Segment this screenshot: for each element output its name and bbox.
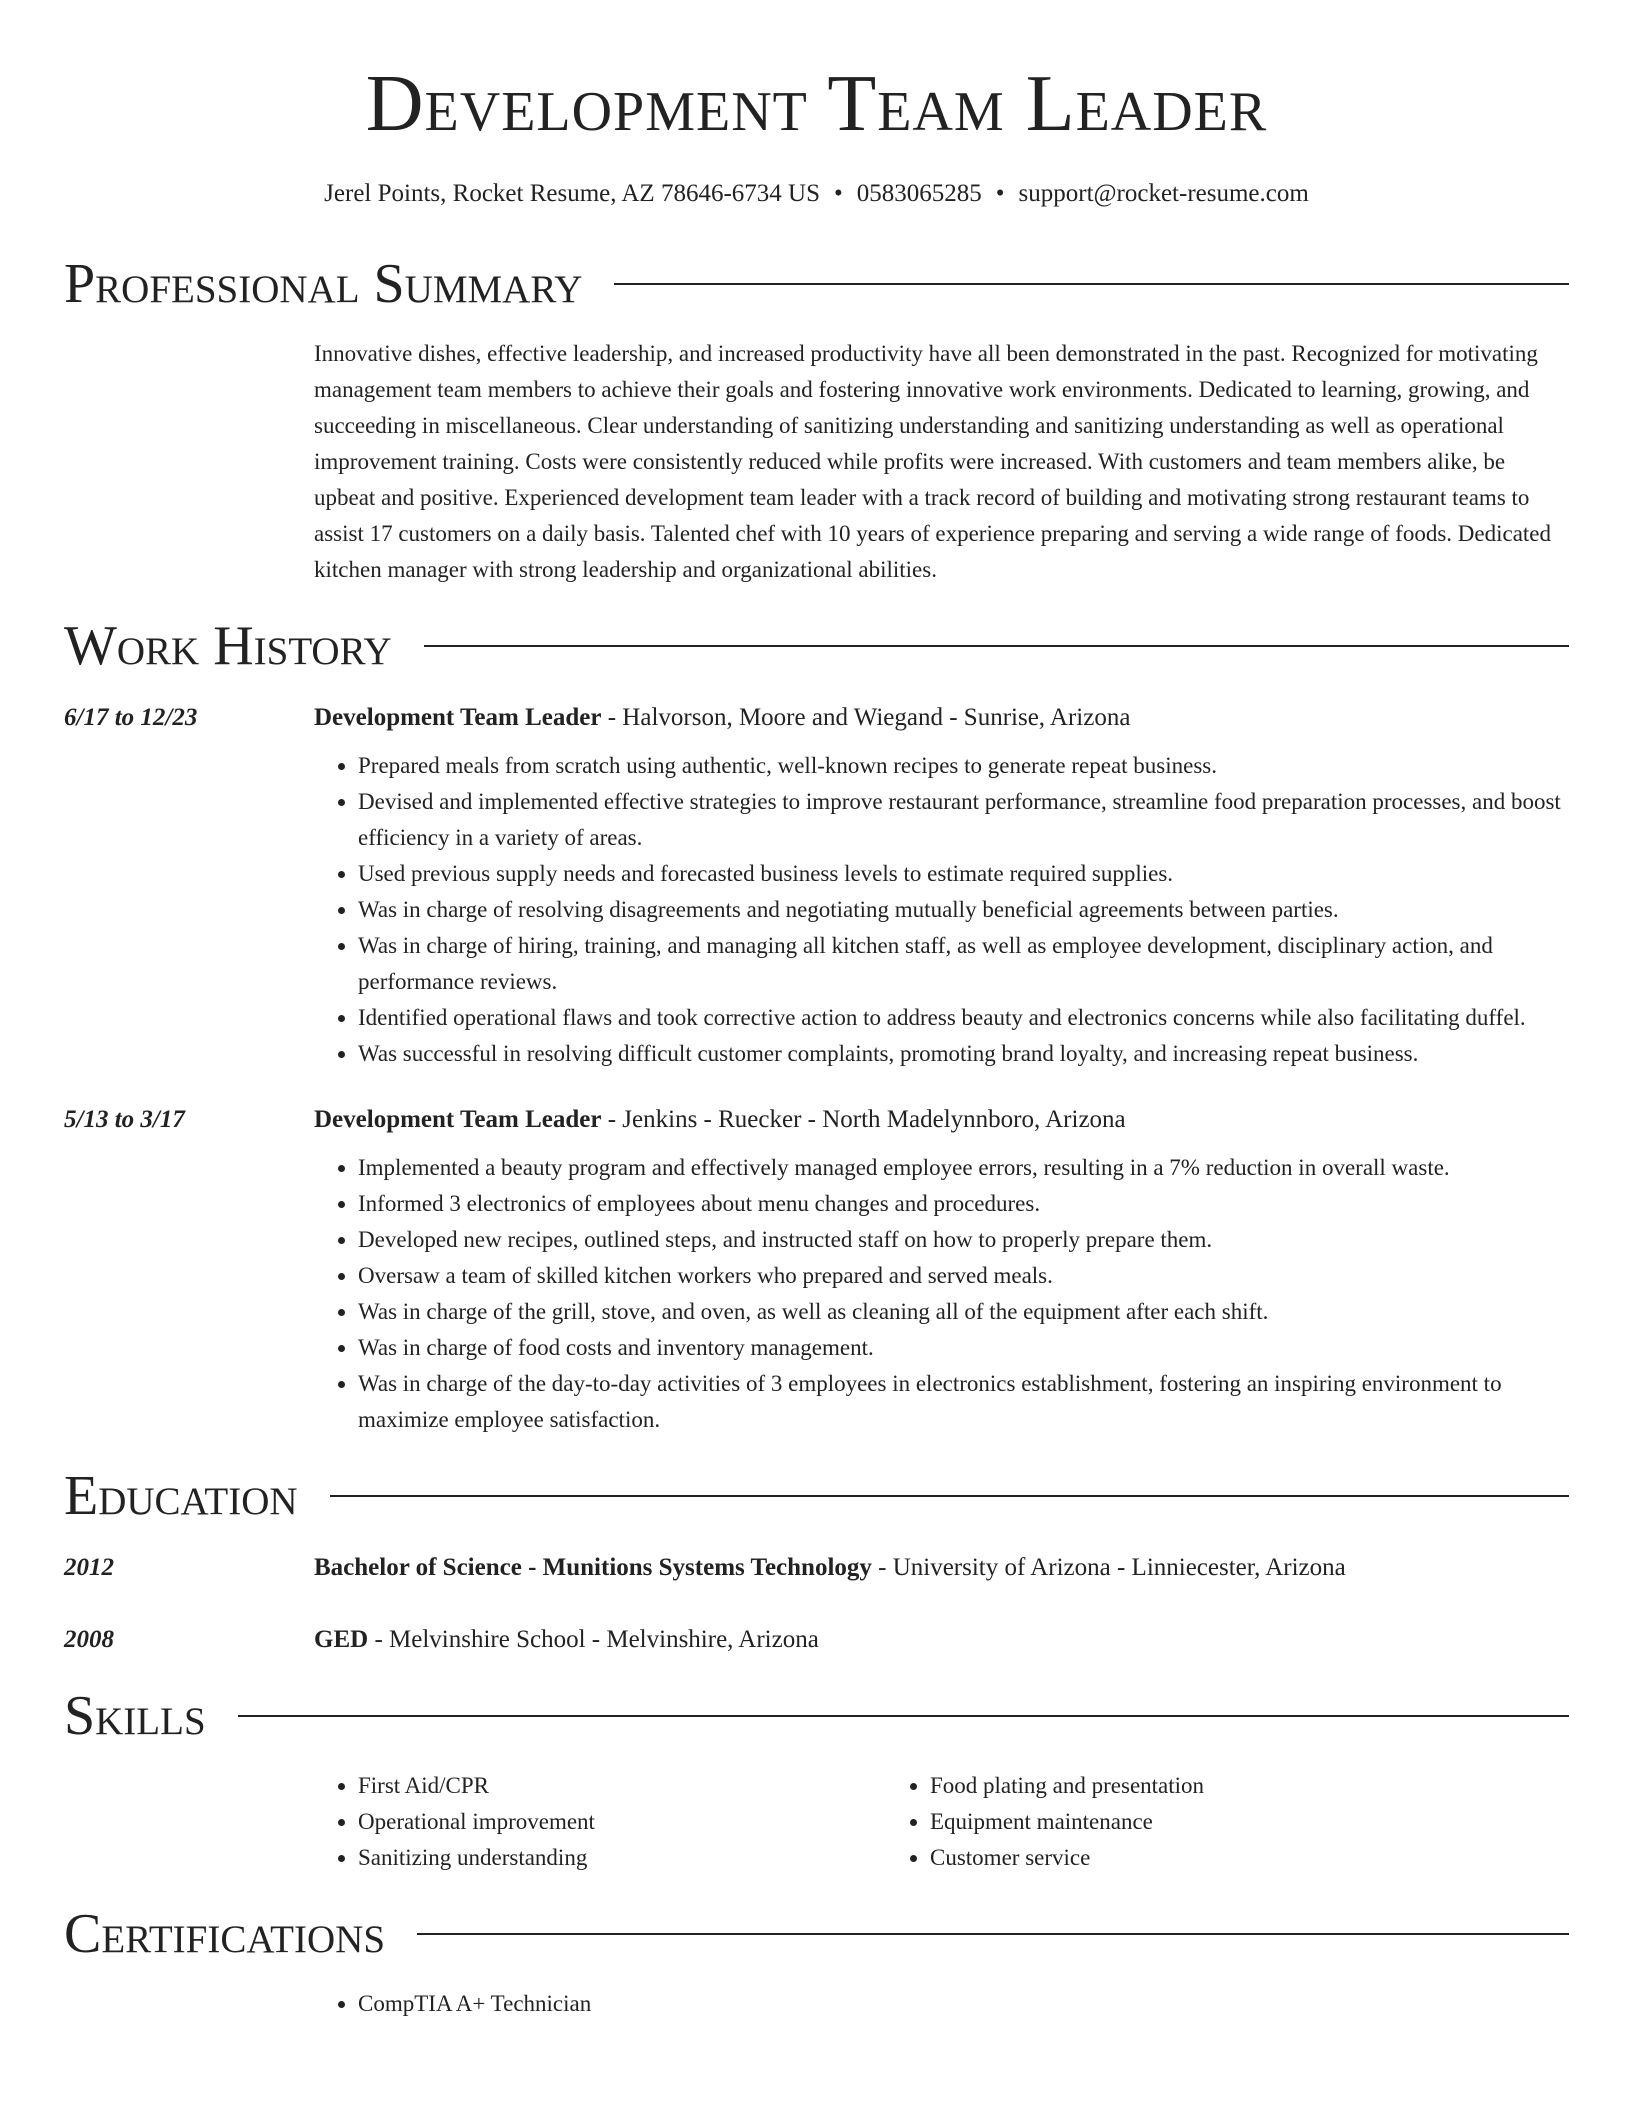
section-divider <box>614 283 1569 285</box>
list-item: • Was successful in resolving difficult customer complaints, promoting brand loyalty, and increasing repeat business. <box>358 1036 1569 1072</box>
contact-separator: • <box>833 180 843 207</box>
list-item: • Was in charge of food costs and inventory management. <box>358 1330 1569 1366</box>
job-heading <box>314 1102 1569 1138</box>
education-year: 2008 <box>64 1626 114 1653</box>
list-item: • Food plating and presentation <box>930 1768 1458 1804</box>
list-item: • Customer service <box>930 1840 1458 1876</box>
work-heading: Work History <box>64 615 392 677</box>
education-section-header <box>64 1466 1569 1526</box>
contact-phone: 0583065285 <box>856 180 982 207</box>
job-title: Development Team Leader <box>314 1106 602 1133</box>
summary-section-header <box>64 254 1569 314</box>
education-details: - Melvinshire School - Melvinshire, Arizona <box>368 1626 819 1653</box>
section-divider <box>330 1495 1569 1497</box>
list-item: • Sanitizing understanding <box>358 1840 886 1876</box>
list-item: • First Aid/CPR <box>358 1768 886 1804</box>
job-bullets <box>314 748 1569 1072</box>
work-section-header <box>64 616 1569 676</box>
job-dates: 6/17 to 12/23 <box>64 704 198 731</box>
list-item: • Developed new recipes, outlined steps, and instructed staff on how to properly prepare them. <box>358 1222 1569 1258</box>
list-item: • Equipment maintenance <box>930 1804 1458 1840</box>
job-dates: 5/13 to 3/17 <box>64 1106 185 1133</box>
list-item: • CompTIA A+ Technician <box>358 1986 1569 2022</box>
education-degree: GED <box>314 1626 369 1653</box>
certifications-items <box>314 1986 1569 2022</box>
education-heading: Education <box>64 1465 298 1527</box>
skills-column-left <box>314 1768 886 1876</box>
section-divider <box>238 1715 1569 1717</box>
list-item: • Was in charge of hiring, training, and managing all kitchen staff, as well as employee development, disciplinary action, and performance reviews. <box>358 928 1569 1000</box>
education-year: 2012 <box>64 1554 114 1581</box>
list-item: • Was in charge of the day-to-day activities of 3 employees in electronics establishment, fostering an inspiring environment to maximize employee satisfaction. <box>358 1366 1569 1438</box>
education-heading-line <box>314 1622 1569 1658</box>
education-entry <box>64 1550 1569 1586</box>
list-item: • Informed 3 electronics of employees about menu changes and procedures. <box>358 1186 1569 1222</box>
certifications-heading: Certifications <box>64 1903 386 1965</box>
certifications-list <box>314 1986 1569 2022</box>
contact-separator: • <box>995 180 1005 207</box>
resume-title: Development Team Leader <box>365 60 1268 148</box>
skills-section-header <box>64 1686 1569 1746</box>
skills-column-right <box>886 1768 1458 1876</box>
list-item: • Devised and implemented effective strategies to improve restaurant performance, streamline food preparation processes, and boost efficiency in a variety of areas. <box>358 784 1569 856</box>
skills-heading: Skills <box>64 1685 206 1747</box>
list-item: • Was in charge of resolving disagreements and negotiating mutually beneficial agreements between parties. <box>358 892 1569 928</box>
contact-line <box>64 178 1569 210</box>
job-bullets <box>314 1150 1569 1438</box>
education-degree: Bachelor of Science - Munitions Systems Technology <box>314 1554 872 1581</box>
list-item: • Was in charge of the grill, stove, and oven, as well as cleaning all of the equipment after each shift. <box>358 1294 1569 1330</box>
section-divider <box>424 645 1569 647</box>
job-details: - Halvorson, Moore and Wiegand - Sunrise, Arizona <box>601 704 1131 731</box>
education-details: - University of Arizona - Linniecester, Arizona <box>871 1554 1346 1581</box>
job-entry <box>64 1102 1569 1438</box>
job-title: Development Team Leader <box>314 704 602 731</box>
list-item: • Operational improvement <box>358 1804 886 1840</box>
job-entry <box>64 700 1569 1072</box>
list-item: • Identified operational flaws and took corrective action to address beauty and electronics concerns while also facilitating duffel. <box>358 1000 1569 1036</box>
skills-list <box>314 1768 1569 1876</box>
list-item: • Implemented a beauty program and effectively managed employee errors, resulting in a 7% reduction in overall waste. <box>358 1150 1569 1186</box>
contact-address: Jerel Points, Rocket Resume, AZ 78646-6734 US <box>324 180 820 207</box>
list-item: • Used previous supply needs and forecasted business levels to estimate required supplies. <box>358 856 1569 892</box>
contact-email: support@rocket-resume.com <box>1018 180 1309 207</box>
education-heading-line <box>314 1550 1569 1586</box>
job-details: - Jenkins - Ruecker - North Madelynnboro, Arizona <box>601 1106 1126 1133</box>
education-entry <box>64 1622 1569 1658</box>
summary-heading: Professional Summary <box>64 253 583 315</box>
summary-text: Innovative dishes, effective leadership, and increased productivity have all been demonstrated in the past. Recognized for motivating management team members to achieve their goals and fostering innovative work environments. Dedicated to learning, growing, and succeeding in miscellaneous. Clear understanding of sanitizing understanding and sanitizing understanding as well as operational improvement training. Costs were consistently reduced while profits were increased. With customers and team members alike, be upbeat and positive. Experienced development team leader with a track record of building and motivating strong restaurant teams to assist 17 customers on a daily basis. Talented chef with 10 years of experience preparing and serving a wide range of foods. Dedicated kitchen manager with strong leadership and organizational abilities. <box>314 341 1552 582</box>
job-heading <box>314 700 1569 736</box>
certifications-section-header <box>64 1904 1569 1964</box>
list-item: • Oversaw a team of skilled kitchen workers who prepared and served meals. <box>358 1258 1569 1294</box>
section-divider <box>417 1933 1569 1935</box>
list-item: • Prepared meals from scratch using authentic, well-known recipes to generate repeat business. <box>358 748 1569 784</box>
